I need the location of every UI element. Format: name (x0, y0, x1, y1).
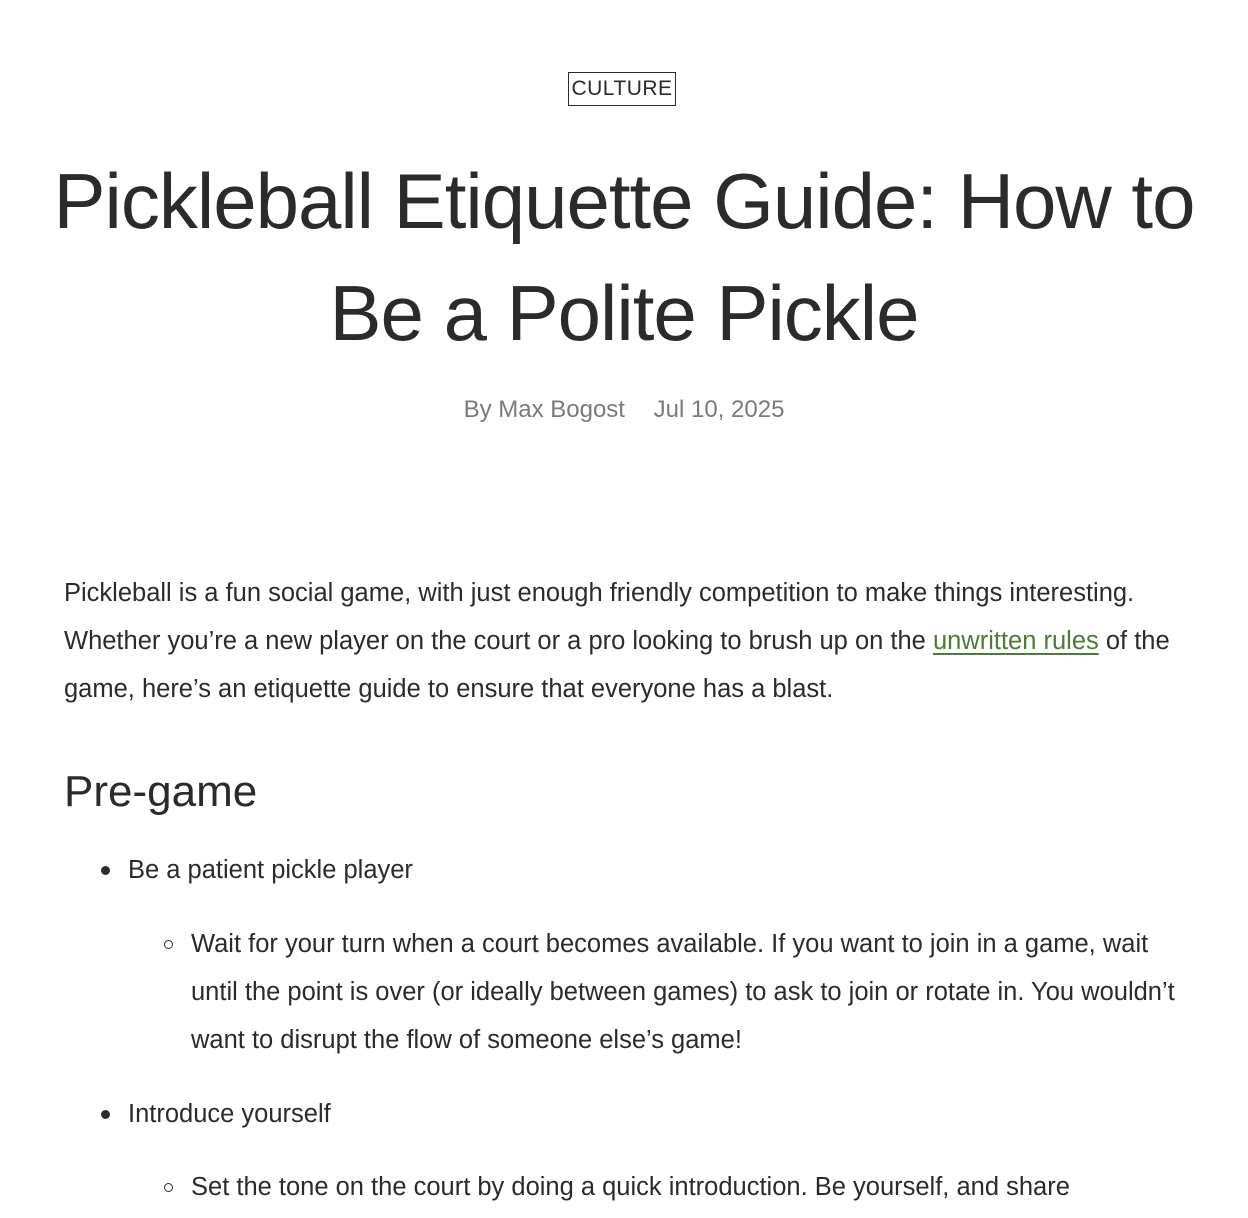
hollow-bullet-icon (164, 1183, 173, 1192)
bullet-icon (101, 866, 110, 875)
list-item-detail: Set the tone on the court by doing a quick introduction. Be yourself, and share (191, 1173, 1070, 1201)
list-item-label: Introduce yourself (128, 1100, 331, 1128)
byline (0, 393, 1248, 427)
list-item-detail: Wait for your turn when a court becomes available. If you want to join in a game, wait until the point is over (or ideally between games) to ask to join or rotate in. You wouldn’t want to disrupt the flow of someone else’s game! (191, 930, 1175, 1054)
list-item-label: Be a patient pickle player (128, 856, 413, 884)
intro-text-before-link: Pickleball is a fun social game, with just enough friendly competition to make things interesting. Whether you’re a new player on the court or a pro looking to brush up on the (64, 579, 1135, 655)
category-tag[interactable]: CULTURE (568, 72, 676, 106)
author-name[interactable]: By Max Bogost (463, 396, 625, 423)
section-heading-pre-game: Pre-game (64, 767, 258, 816)
intro-paragraph (64, 569, 1194, 713)
intro-text-after-link: of the game, here’s an etiquette guide to ensure that everyone has a blast. (64, 627, 1170, 703)
publish-date: Jul 10, 2025 (653, 396, 785, 423)
article-title: Pickleball Etiquette Guide: How to Be a Polite Pickle (53, 157, 1195, 357)
hollow-bullet-icon (164, 940, 173, 949)
unwritten-rules-link[interactable]: unwritten rules (932, 627, 1099, 655)
bullet-icon (101, 1110, 110, 1119)
